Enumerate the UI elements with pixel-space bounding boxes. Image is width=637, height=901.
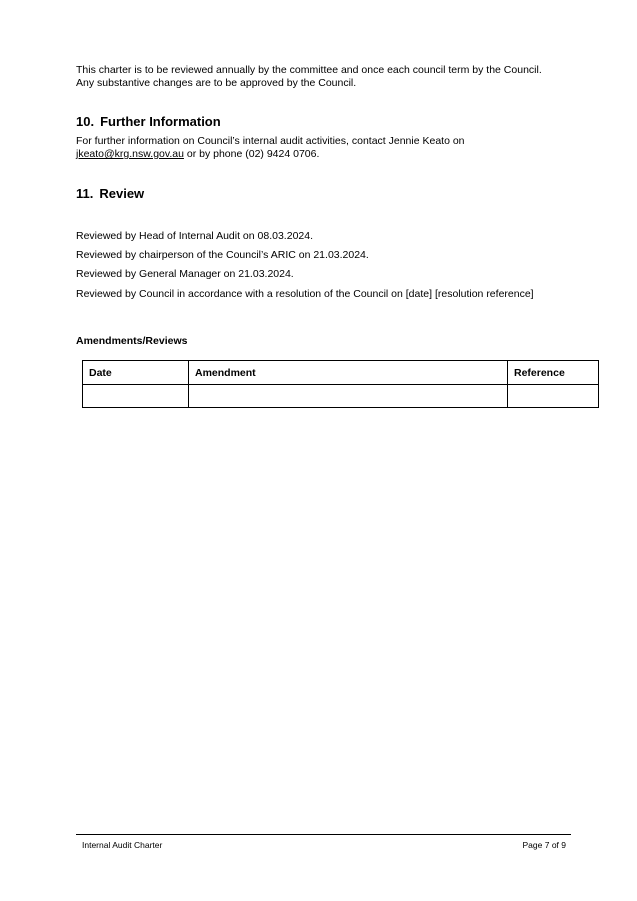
further-information-paragraph <box>76 135 465 161</box>
section-10-title: Further Information <box>100 114 221 129</box>
section-11-heading <box>76 186 144 201</box>
further-information-line-1: For further information on Council’s internal audit activities, contact Jennie Keato on <box>76 135 465 147</box>
review-item: Reviewed by chairperson of the Council’s ARIC on 21.03.2024. <box>76 249 369 261</box>
contact-phone-text: or by phone (02) 9424 0706. <box>183 148 320 160</box>
column-header-date: Date <box>83 361 189 385</box>
footer-page-number: Page 7 of 9 <box>522 840 566 850</box>
amendments-table <box>82 360 599 408</box>
review-schedule-line-1: This charter is to be reviewed annually by the committee and once each council term by the Council. <box>76 64 542 76</box>
footer-divider <box>76 834 571 835</box>
review-item: Reviewed by Head of Internal Audit on 08.03.2024. <box>76 230 313 242</box>
footer-document-title: Internal Audit Charter <box>82 840 163 850</box>
contact-email-link[interactable]: jkeato@krg.nsw.gov.au <box>76 148 184 160</box>
review-schedule-paragraph <box>76 64 542 90</box>
section-10-number: 10. <box>76 114 95 129</box>
review-schedule-line-2: Any substantive changes are to be approved by the Council. <box>76 77 357 89</box>
section-11-number: 11. <box>76 186 94 201</box>
table-header-row <box>83 361 599 385</box>
review-item: Reviewed by General Manager on 21.03.2024. <box>76 268 294 280</box>
amendment-cell <box>189 385 508 408</box>
column-header-reference: Reference <box>508 361 599 385</box>
table-row <box>83 385 599 408</box>
reference-cell <box>508 385 599 408</box>
date-cell <box>83 385 189 408</box>
section-10-heading <box>76 114 221 129</box>
amendments-reviews-title: Amendments/Reviews <box>76 335 188 347</box>
column-header-amendment: Amendment <box>189 361 508 385</box>
section-11-title: Review <box>99 186 145 201</box>
review-item: Reviewed by Council in accordance with a resolution of the Council on [date] [resolution reference] <box>76 288 534 300</box>
